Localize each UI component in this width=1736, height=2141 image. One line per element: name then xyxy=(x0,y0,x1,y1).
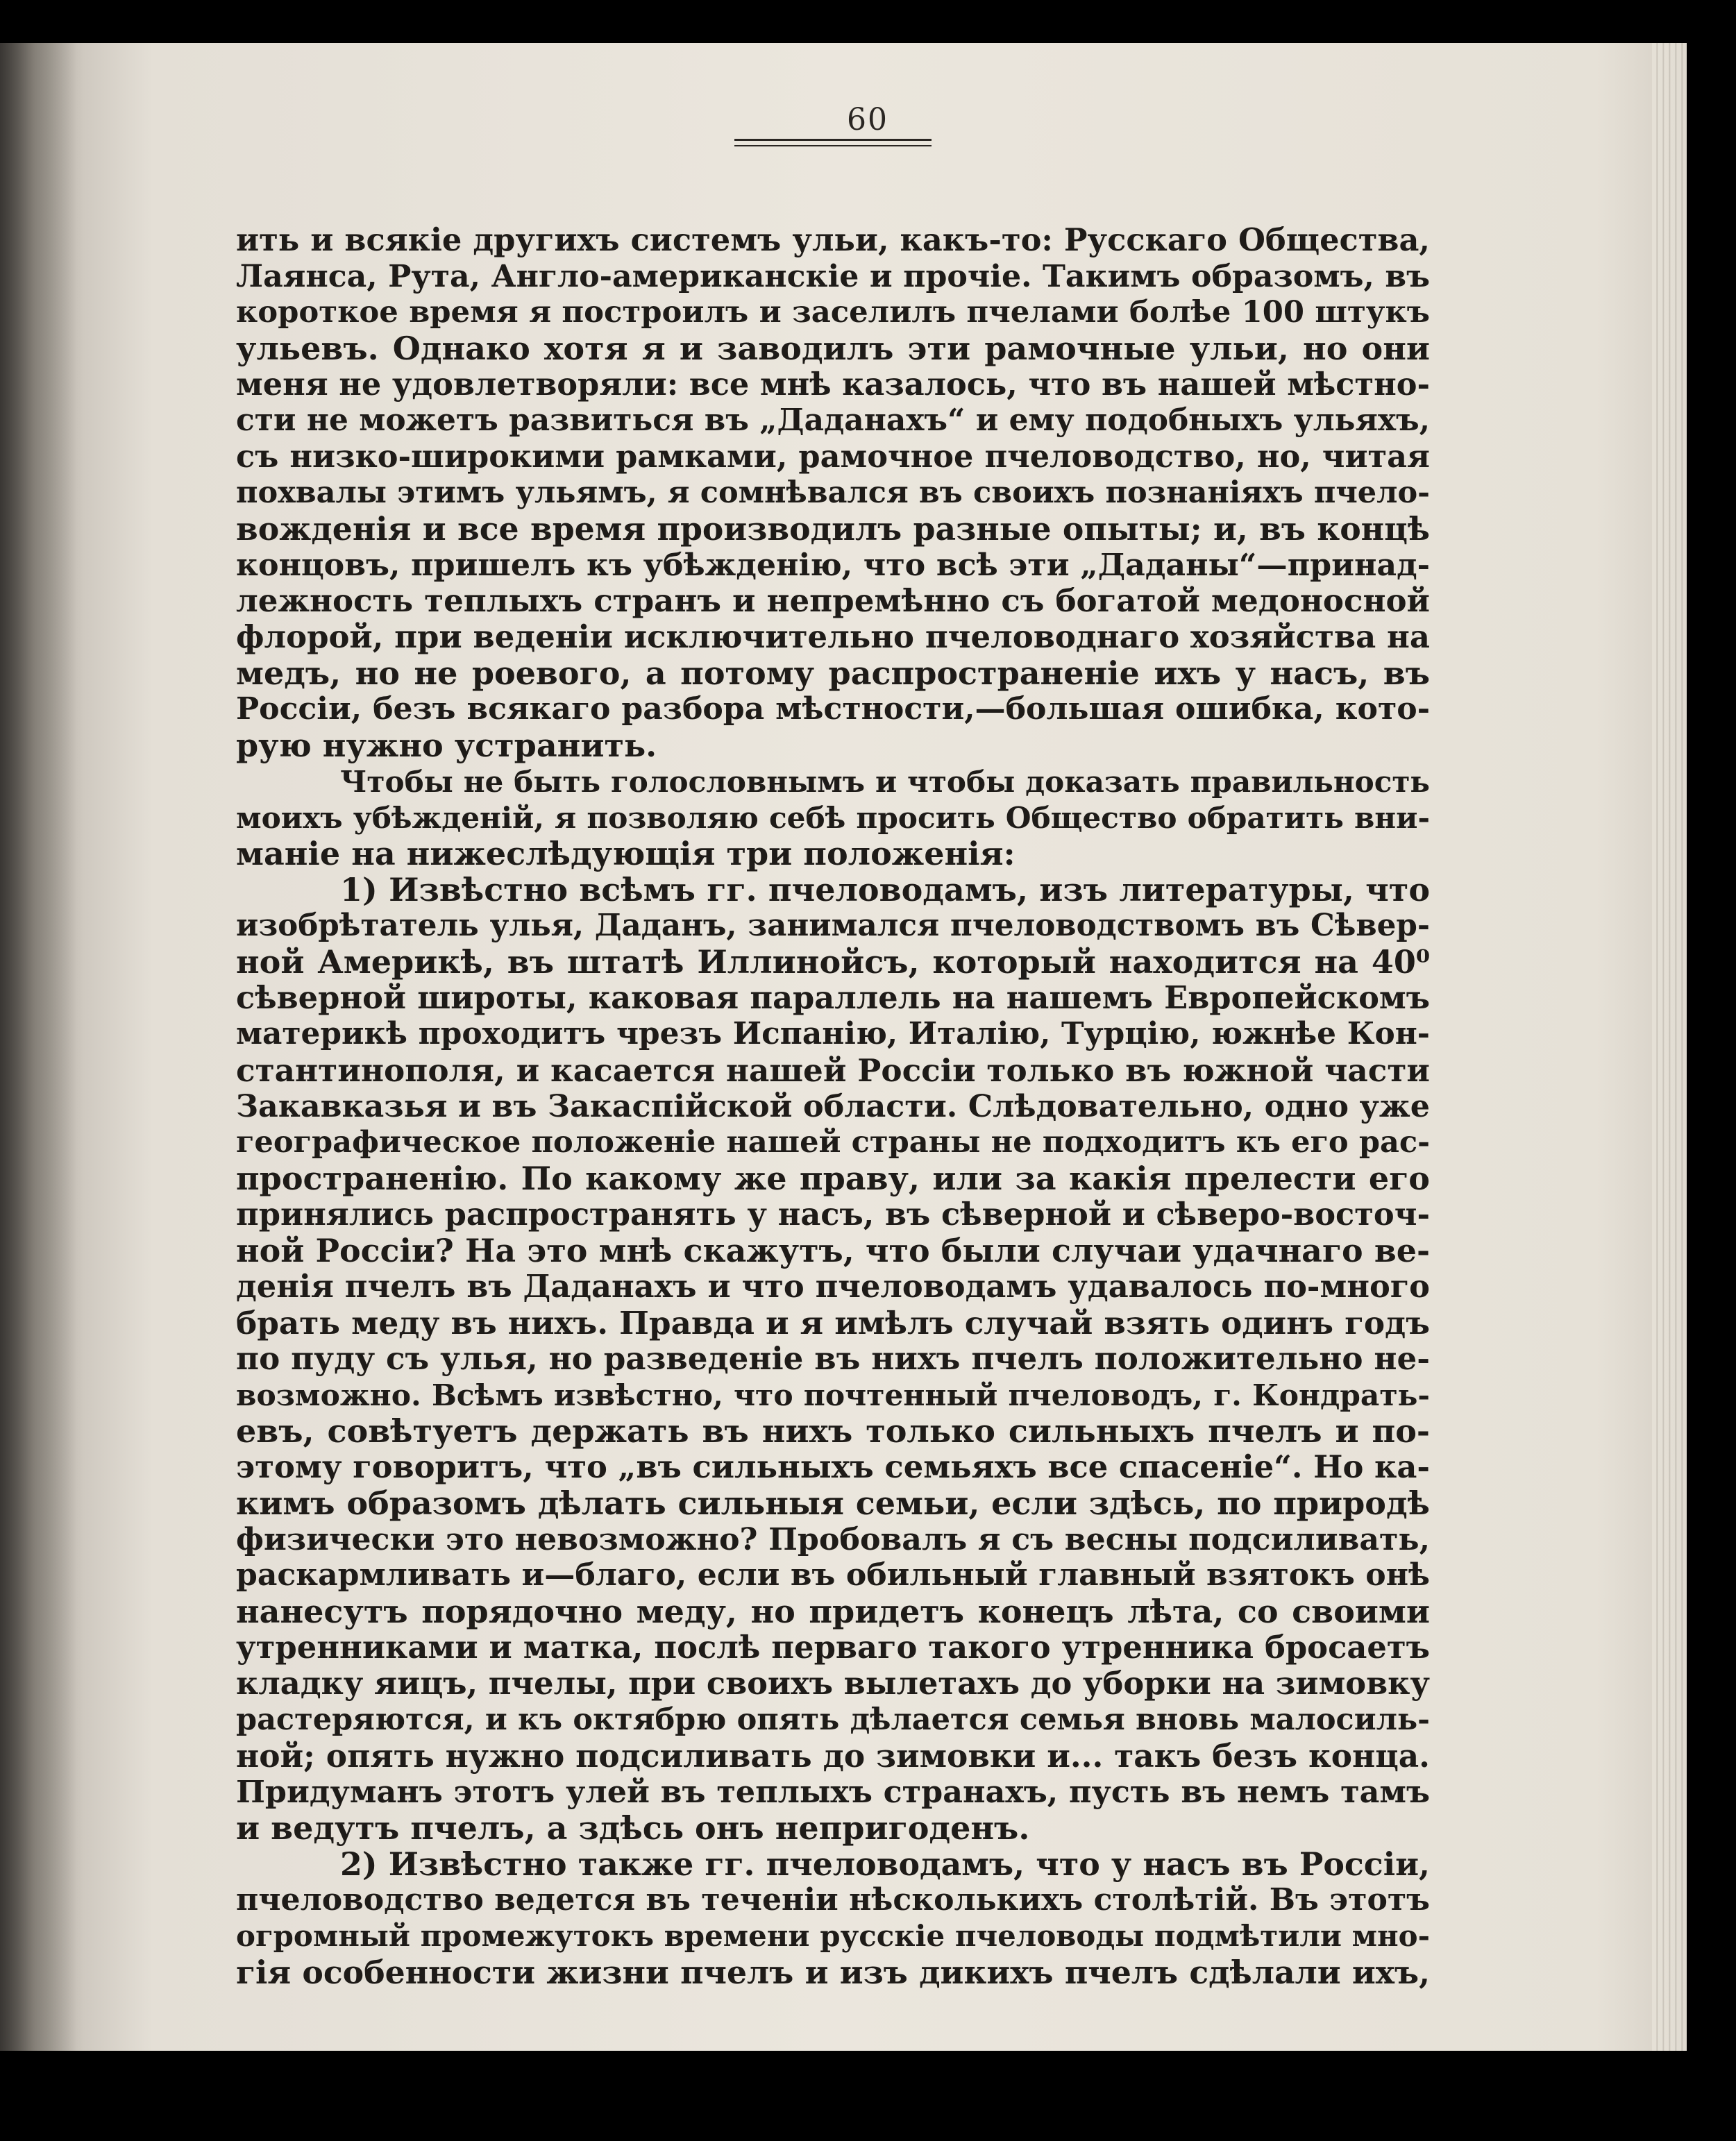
text-line: ной Россіи? На это мнѣ скажутъ, что были случаи удачнаго ве- xyxy=(236,1232,1430,1269)
header-rule xyxy=(734,139,932,141)
scan-border-top xyxy=(0,0,1736,43)
text-line: Закавказья и въ Закаспійской области. Слѣдовательно, одно уже xyxy=(236,1088,1430,1124)
text-line: 2) Извѣстно также гг. пчеловодамъ, что у насъ въ Россіи, xyxy=(340,1845,1430,1883)
text-line: географическое положеніе нашей страны не подходитъ къ его рас- xyxy=(236,1125,1430,1160)
gutter-shadow xyxy=(0,43,76,2051)
text-line: изобрѣтатель улья, Даданъ, занимался пчеловодствомъ въ Сѣвер- xyxy=(236,908,1430,943)
text-line: рую нужно устранить. xyxy=(236,727,657,764)
text-line: кладку яицъ, пчелы, при своихъ вылетахъ до уборки на зимовку xyxy=(236,1665,1430,1702)
text-line: ной; опять нужно подсиливать до зимовки и... такъ безъ конца. xyxy=(236,1737,1430,1775)
text-line: нанесутъ порядочно меду, но придетъ конецъ лѣта, со своими xyxy=(236,1593,1430,1630)
text-line: раскармливать и—благо, если въ обильный главный взятокъ онѣ xyxy=(236,1557,1430,1593)
text-line: пространенію. По какому же праву, или за какія прелести его xyxy=(236,1160,1430,1197)
page-number: 60 xyxy=(847,102,888,137)
text-line: принялись распространять у насъ, въ сѣверной и сѣверо-восточ- xyxy=(236,1196,1430,1233)
text-line: Лаянса, Рута, Англо-американскіе и прочіе. Такимъ образомъ, въ xyxy=(236,258,1430,294)
text-line: флорой, при веденіи исключительно пчеловоднаго хозяйства на xyxy=(236,618,1430,655)
text-line: утренниками и матка, послѣ перваго такого утренника бросаетъ xyxy=(236,1629,1430,1666)
text-line: медъ, но не роевого, а потому распространеніе ихъ у насъ, въ xyxy=(236,654,1430,692)
text-line: съ низко-широкими рамками, рамочное пчеловодство, но, читая xyxy=(236,438,1430,475)
text-line: сѣверной широты, каковая параллель на нашемъ Европейскомъ xyxy=(236,979,1430,1016)
text-line: Россіи, безъ всякаго разбора мѣстности,—большая ошибка, кото- xyxy=(236,691,1430,727)
text-line: 1) Извѣстно всѣмъ гг. пчеловодамъ, изъ литературы, что xyxy=(340,871,1430,908)
text-line: материкѣ проходитъ чрезъ Испанію, Италію, Турцію, южнѣе Кон- xyxy=(236,1016,1430,1051)
text-line: брать меду въ нихъ. Правда и я имѣлъ случай взять одинъ годъ xyxy=(236,1304,1430,1342)
text-line: кимъ образомъ дѣлать сильныя семьи, если здѣсь, по природѣ xyxy=(236,1484,1430,1522)
text-line: ить и всякіе другихъ системъ ульи, какъ-то: Русскаго Общества, xyxy=(236,221,1430,258)
text-line: похвалы этимъ ульямъ, я сомнѣвался въ своихъ познаніяхъ пчело- xyxy=(236,475,1430,510)
text-line: по пуду съ улья, но разведеніе въ нихъ пчелъ положительно не- xyxy=(236,1340,1430,1377)
scan-border-bottom xyxy=(0,2051,1736,2141)
text-line: денія пчелъ въ Даданахъ и что пчеловодамъ удавалось по-много xyxy=(236,1268,1430,1305)
text-line: моихъ убѣжденій, я позволяю себѣ просить Общество обратить вни- xyxy=(236,800,1430,835)
text-line: огромный промежутокъ времени русскіе пчеловоды подмѣтили мно- xyxy=(236,1919,1430,1953)
text-line: ульевъ. Однако хотя я и заводилъ эти рамочные ульи, но они xyxy=(236,330,1430,367)
text-line: стантинополя, и касается нашей Россіи только въ южной части xyxy=(236,1051,1430,1089)
text-line: гія особенности жизни пчелъ и изъ дикихъ пчелъ сдѣлали ихъ, xyxy=(236,1954,1430,1991)
header-rule-thin xyxy=(734,145,932,146)
text-line: ной Америкѣ, въ штатѣ Иллинойсъ, который находится на 40⁰ xyxy=(236,943,1430,981)
text-line: маніе на нижеслѣдующія три положенія: xyxy=(236,835,1016,872)
text-line: концовъ, пришелъ къ убѣжденію, что всѣ эти „Даданы“—принад- xyxy=(236,547,1430,583)
book-page xyxy=(0,43,1687,2051)
text-line: пчеловодство ведется въ теченіи нѣсколькихъ столѣтій. Въ этотъ xyxy=(236,1882,1430,1918)
page-edge xyxy=(1652,43,1687,2051)
text-line: возможно. Всѣмъ извѣстно, что почтенный пчеловодъ, г. Кондрать- xyxy=(236,1378,1430,1412)
text-line: Чтобы не быть голословнымъ и чтобы доказать правильность xyxy=(340,764,1430,799)
text-line: вожденія и все время производилъ разные опыты; и, въ концѣ xyxy=(236,510,1430,548)
text-line: евъ, совѣтуетъ держать въ нихъ только сильныхъ пчелъ и по- xyxy=(236,1412,1430,1450)
text-line: растеряются, и къ октябрю опять дѣлается семья вновь малосиль- xyxy=(236,1702,1430,1737)
text-line: этому говоритъ, что „въ сильныхъ семьяхъ все спасеніе“. Но ка- xyxy=(236,1448,1430,1485)
text-line: меня не удовлетворяли: все мнѣ казалось, что въ нашей мѣстно- xyxy=(236,366,1430,403)
text-line: и ведутъ пчелъ, а здѣсь онъ непригоденъ. xyxy=(236,1809,1030,1847)
text-line: физически это невозможно? Пробовалъ я съ весны подсиливать, xyxy=(236,1521,1430,1557)
scan-border-right xyxy=(1687,0,1736,2141)
text-line: Придуманъ этотъ улей въ теплыхъ странахъ, пусть въ немъ тамъ xyxy=(236,1774,1430,1810)
text-line: лежность теплыхъ странъ и непремѣнно съ богатой медоносной xyxy=(236,582,1430,619)
text-line: короткое время я построилъ и заселилъ пчелами болѣе 100 штукъ xyxy=(236,294,1430,330)
body-text xyxy=(236,222,1430,1990)
text-line: сти не можетъ развиться въ „Даданахъ“ и ему подобныхъ ульяхъ, xyxy=(236,403,1430,438)
